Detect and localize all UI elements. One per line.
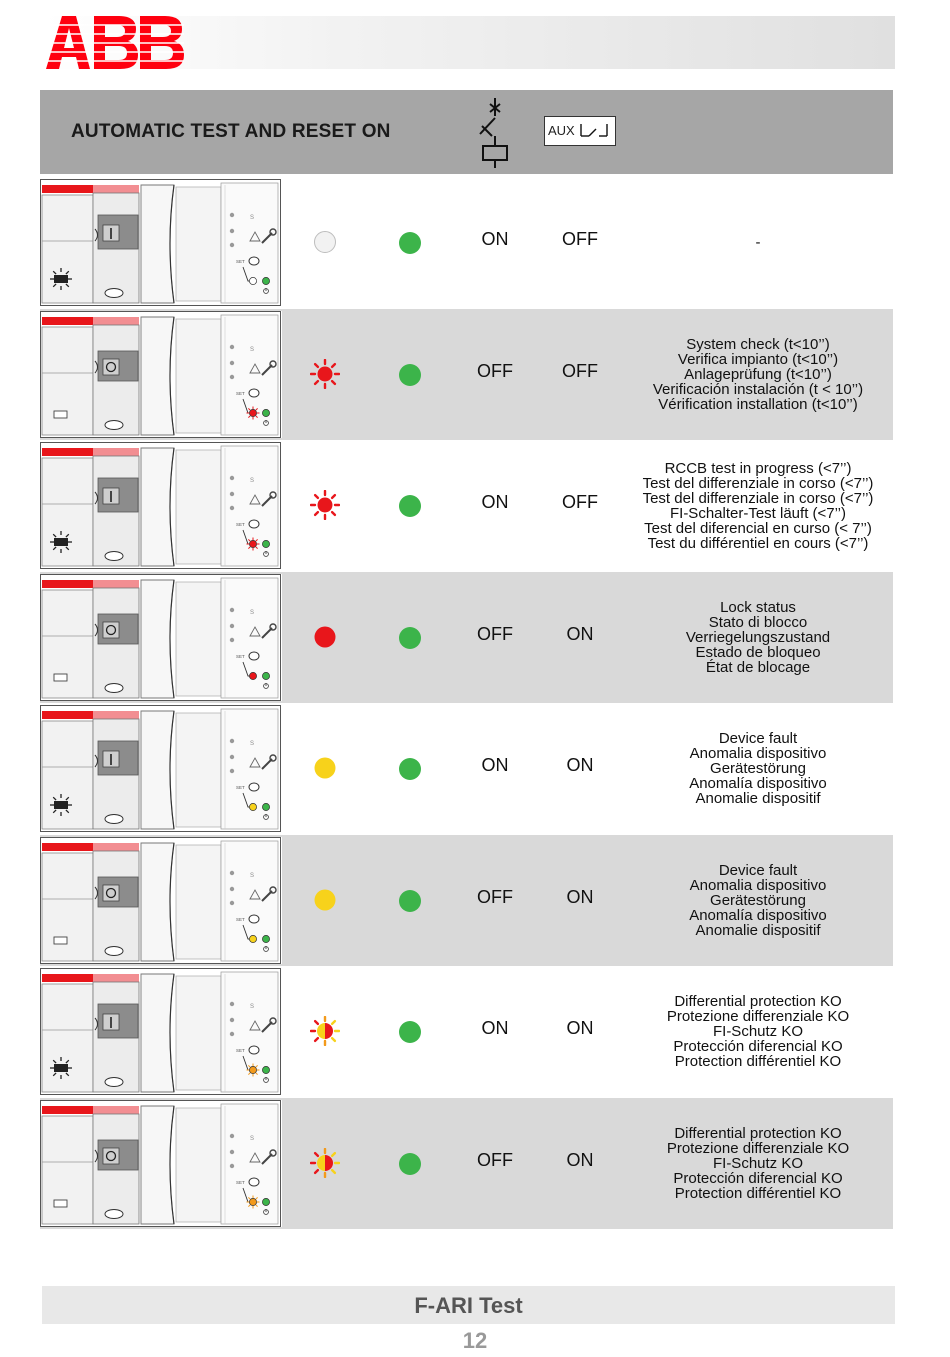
description-line: Protezione differenziale KO: [666, 1008, 850, 1025]
description-line: Differential protection KO: [674, 1124, 842, 1142]
description-line: Anomalia dispositivo: [689, 745, 827, 762]
status-description: [638, 1126, 878, 1201]
led-red-yellow-flashing-icon: [310, 1016, 340, 1046]
led-white-icon: [310, 227, 340, 257]
description-line: Anomalie dispositif: [695, 921, 821, 939]
led-green-icon: [399, 758, 421, 780]
device-illustration: [40, 968, 282, 1095]
breaker-state: OFF: [477, 886, 513, 907]
status-description: [638, 600, 878, 675]
breaker-state: OFF: [477, 1149, 513, 1170]
description-line: Gerätestörung: [710, 760, 806, 777]
led-red-yellow-flashing-icon: [310, 1148, 340, 1178]
device-illustration: [40, 311, 282, 438]
description-line: RCCB test in progress (<7’’): [664, 460, 852, 477]
description-line: Protección diferencial KO: [673, 1169, 843, 1187]
device-illustration: [40, 179, 282, 306]
svg-text:S: S: [250, 478, 255, 484]
aux-contact-box: [544, 116, 616, 146]
status-description: [638, 461, 878, 551]
status-description: [638, 863, 878, 938]
breaker-state: ON: [481, 1018, 509, 1038]
description-line: Anlageprüfung (t<10’’): [684, 365, 832, 383]
description-line: Device fault: [718, 730, 798, 747]
description-line: Protezione differenziale KO: [666, 1139, 850, 1157]
aux-state: OFF: [562, 229, 598, 249]
title-bar: [40, 90, 893, 174]
svg-text:SET: SET: [236, 390, 245, 396]
status-description: [638, 235, 878, 250]
table-row: [40, 835, 893, 966]
breaker-state: ON: [481, 492, 509, 512]
aux-label: AUX: [548, 123, 575, 138]
table-row: [40, 703, 893, 834]
led-green-icon: [399, 890, 421, 912]
device-illustration: [40, 837, 282, 964]
aux-contact-icon: [579, 120, 613, 144]
description-line: Protección diferencial KO: [673, 1038, 843, 1055]
led-green-icon: [399, 1021, 421, 1043]
status-description: [638, 337, 878, 412]
description-line: System check (t<10’’): [686, 335, 830, 353]
svg-text:SET: SET: [236, 653, 245, 659]
svg-text:S: S: [250, 1135, 255, 1142]
description-line: Estado de bloqueo: [695, 643, 821, 661]
svg-text:S: S: [250, 1004, 255, 1010]
aux-state: ON: [566, 1149, 594, 1170]
description-line: Protection différentiel KO: [674, 1184, 842, 1202]
breaker-state: ON: [481, 755, 509, 775]
table-row: [40, 440, 893, 571]
description-line: État de blocage: [705, 658, 811, 676]
description-line: Test del differenziale in corso (<7’’): [642, 490, 874, 507]
description-line: Test del differenziale in corso (<7’’): [642, 475, 874, 492]
svg-text:SET: SET: [236, 522, 245, 527]
footer-title: F-ARI Test: [414, 1293, 523, 1318]
description-line: Gerätestörung: [710, 891, 806, 909]
svg-text:S: S: [250, 346, 255, 353]
footer-band: [42, 1286, 895, 1324]
led-red-icon: [310, 622, 340, 652]
page-title: AUTOMATIC TEST AND RESET ON: [71, 121, 391, 142]
breaker-state: OFF: [477, 623, 513, 644]
description-line: Anomalia dispositivo: [689, 876, 827, 894]
led-yellow-icon: [310, 885, 340, 915]
description-line: Test del diferencial en curso (< 7’’): [644, 520, 872, 537]
svg-text:SET: SET: [236, 1048, 245, 1053]
description-line: Anomalía dispositivo: [689, 906, 827, 924]
aux-state: ON: [566, 886, 594, 907]
description-line: Differential protection KO: [674, 993, 842, 1010]
led-green-icon: [399, 627, 421, 649]
breaker-state: OFF: [477, 360, 513, 381]
page-number: 12: [462, 1328, 488, 1353]
device-illustration: [40, 574, 282, 701]
description-line: FI-Schutz KO: [712, 1023, 804, 1040]
led-yellow-icon: [310, 753, 340, 783]
table-row: [40, 177, 893, 308]
description-line: Anomalía dispositivo: [689, 775, 827, 792]
breaker-state: ON: [481, 229, 509, 249]
table-row: [40, 309, 893, 440]
description-line: Device fault: [718, 861, 798, 879]
table-row: [40, 966, 893, 1097]
device-illustration: [40, 705, 282, 832]
aux-state: ON: [566, 623, 594, 644]
aux-state: ON: [566, 755, 594, 775]
led-green-icon: [399, 364, 421, 386]
status-description: [638, 994, 878, 1069]
circuit-breaker-icon: [470, 96, 520, 168]
svg-text:SET: SET: [236, 785, 245, 790]
status-description: [638, 731, 878, 806]
description-line: Test du différentiel en cours (<7’’): [647, 535, 869, 552]
svg-text:S: S: [250, 215, 255, 221]
device-illustration: [40, 442, 282, 569]
table-row: [40, 572, 893, 703]
description-line: Verifica impianto (t<10’’): [677, 350, 839, 368]
aux-state: OFF: [562, 360, 598, 381]
aux-state: OFF: [562, 492, 598, 512]
description-line: Verriegelungszustand: [685, 628, 831, 646]
description-line: FI-Schalter-Test läuft (<7’’): [669, 505, 847, 522]
abb-logo: [44, 14, 184, 70]
description-line: Anomalie dispositif: [695, 790, 821, 807]
led-green-icon: [399, 1153, 421, 1175]
device-illustration: [40, 1100, 282, 1227]
svg-text:S: S: [250, 609, 255, 616]
description-line: Verificación instalación (t < 10’’): [652, 380, 864, 398]
svg-text:S: S: [250, 741, 255, 747]
description-line: -: [755, 234, 761, 251]
description-line: Stato di blocco: [708, 613, 808, 631]
description-line: Lock status: [720, 598, 796, 616]
svg-text:SET: SET: [236, 259, 245, 264]
description-line: Protection différentiel KO: [674, 1053, 842, 1070]
svg-text:SET: SET: [236, 916, 245, 922]
svg-text:S: S: [250, 872, 255, 879]
description-line: FI-Schutz KO: [712, 1154, 804, 1172]
table-row: [40, 1098, 893, 1229]
led-green-icon: [399, 495, 421, 517]
led-green-icon: [399, 232, 421, 254]
aux-state: ON: [566, 1018, 594, 1038]
svg-text:SET: SET: [236, 1179, 245, 1185]
led-red-flashing-icon: [310, 490, 340, 520]
description-line: Vérification installation (t<10’’): [658, 395, 858, 413]
led-red-flashing-icon: [310, 359, 340, 389]
